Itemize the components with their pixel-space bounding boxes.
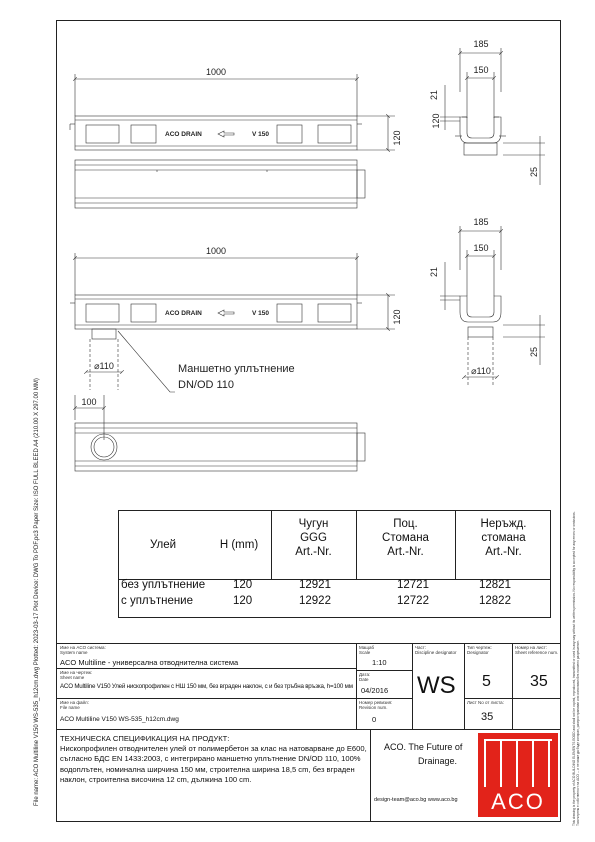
section-dim-185-top: 185 — [473, 39, 489, 49]
section-dim-120-top: 120 — [431, 113, 441, 129]
section-dim-25-top: 25 — [529, 166, 539, 178]
system-label: Име на ACO система: — [60, 645, 106, 650]
slogan-line-1: ACO. The Future of — [384, 742, 463, 752]
dim-pipe-diameter: ⌀110 — [94, 361, 114, 371]
slogan-line-2: Drainage. — [418, 756, 458, 766]
file-label-en: File name — [60, 705, 80, 710]
sheetno-value: 35 — [481, 711, 494, 723]
section-dim-150-bottom: 150 — [473, 243, 489, 253]
copyright-notice — [572, 512, 580, 826]
sheetname-label-en: Sheet name — [60, 675, 85, 680]
part-label-en: Discipline designator — [415, 650, 457, 655]
contact-info: design-team@aco.bg www.aco.bg — [374, 797, 458, 803]
header-channel: Улей — [149, 539, 177, 551]
copyright-line-en: This drawing is the property of ACO BUILDING ELEMENTS EOOD and shall not be copied, reproduced, transmitted or used in any way without its written permission. No responsibility is accepted for any errors or omissions. — [572, 511, 576, 826]
type-value: 5 — [482, 673, 491, 690]
brand-text-top: ACO DRAIN — [165, 131, 202, 138]
rev-label-en: Revision num. — [359, 705, 388, 710]
sheet-label-en: Sheet reference num. — [515, 650, 559, 655]
system-value: ACO Multiline - универсална отводнителна система — [60, 658, 239, 667]
file-value: ACO Multiline V150 WS-535_h12cm.dwg — [60, 716, 179, 723]
header-ggg: Чугун GGG Art.-Nr. — [295, 518, 332, 558]
product-spec-body: Нископрофилен отводнителен улей от полимербетон за клас на натоварване до E600, съгласно БДС EN 1433:2003, с интегрирано маншетно уплътнение DN/OD 110, 100% водоплътен, номинална ширчина 150 мм, строителна ширина 18,5 cm, без вграден наклон, строителна височина 12 cm, дължина 100 cm. — [60, 744, 367, 784]
rev-label: Номер ревизия: — [359, 700, 393, 705]
file-label: Име на файл: — [60, 700, 89, 705]
header-galvanized: Поц. Стомана Art.-Nr. — [382, 518, 429, 558]
sheetname-value: ACO Multiline V150 Улей нископрофилен с НШ 150 мм, без вграден наклон, с и без тръбна връзка, h=100 мм — [60, 683, 353, 690]
section-dim-21-bottom: 21 — [429, 266, 439, 278]
section-dim-110-bottom: ⌀110 — [471, 366, 491, 376]
row-2-galv: 12722 — [397, 595, 429, 607]
dim-pipe-offset: 100 — [81, 397, 97, 407]
model-text-top: V 150 — [252, 131, 269, 138]
product-spec-title: ТЕХНИЧЕСКА СПЕЦИФИКАЦИЯ НА ПРОДУКТ: — [60, 734, 230, 743]
model-text-bottom: V 150 — [252, 310, 269, 317]
row-1-ggg: 12921 — [299, 579, 331, 591]
section-dim-185-bottom: 185 — [473, 217, 489, 227]
scale-value: 1:10 — [372, 658, 387, 667]
row-2-h: 120 — [233, 595, 253, 607]
row-2-stainless: 12822 — [479, 595, 511, 607]
scale-label: Мащаб — [359, 645, 375, 650]
scale-label-en: Scale — [359, 650, 371, 655]
callout-line-2: DN/OD 110 — [178, 379, 235, 391]
date-label-en: Date — [359, 677, 369, 682]
sheet-label: Номер на лист: — [515, 645, 548, 650]
date-value: 04/2016 — [361, 686, 389, 695]
section-dim-25-bottom: 25 — [529, 346, 539, 358]
row-1-name: без уплътнение — [121, 579, 206, 591]
section-dim-150-top: 150 — [473, 65, 489, 75]
aco-logo-grid-icon — [478, 733, 558, 817]
section-dim-21-top: 21 — [429, 89, 439, 101]
row-1-stainless: 12821 — [479, 579, 511, 591]
copyright-line-bg: Този чертеж е собственост на АСО ... и не може да бъде копиран, разпространяван или използван без писмено разрешение. — [576, 640, 580, 826]
row-1-galv: 12721 — [397, 579, 429, 591]
sheet-value: 35 — [530, 673, 548, 690]
date-label: Дата: — [359, 672, 371, 677]
dim-length-top: 1000 — [205, 67, 227, 77]
brand-text-bottom: ACO DRAIN — [165, 310, 202, 317]
row-2-name: с уплътнение — [121, 595, 194, 607]
plot-info-text: File name: ACO Multiline V150 WS-535_h12cm.dwg Plotted: 2023-03-17 Plot Device: DWG To PDF.pc3 Paper Size: ISO FULL BLEED A4 (210.00 X 297.00 MM) — [34, 378, 40, 806]
part-label: Част: — [415, 645, 427, 650]
product-spec — [60, 734, 370, 785]
sheetname-label: Име на чертеж: — [60, 670, 93, 675]
system-label-en: System name — [60, 650, 88, 655]
aco-logo — [478, 733, 558, 817]
dim-height-top: 120 — [392, 130, 402, 146]
article-table — [118, 510, 551, 618]
header-stainless: Неръжд. стомана Art.-Nr. — [480, 518, 527, 558]
type-label-en: Designator — [467, 650, 489, 655]
header-height: H (mm) — [219, 539, 259, 551]
dim-height-bottom: 120 — [392, 309, 402, 325]
logo-text: ACO — [491, 789, 545, 814]
row-2-ggg: 12922 — [299, 595, 331, 607]
part-value: WS — [417, 672, 456, 699]
row-1-h: 120 — [233, 579, 253, 591]
dim-length-bottom: 1000 — [205, 246, 227, 256]
type-label: Тип чертеж: — [467, 645, 492, 650]
callout-line-1: Маншетно уплътнение — [178, 363, 295, 375]
rev-value: 0 — [372, 715, 377, 724]
sheetno-label: Лист No от листа: — [467, 700, 504, 705]
